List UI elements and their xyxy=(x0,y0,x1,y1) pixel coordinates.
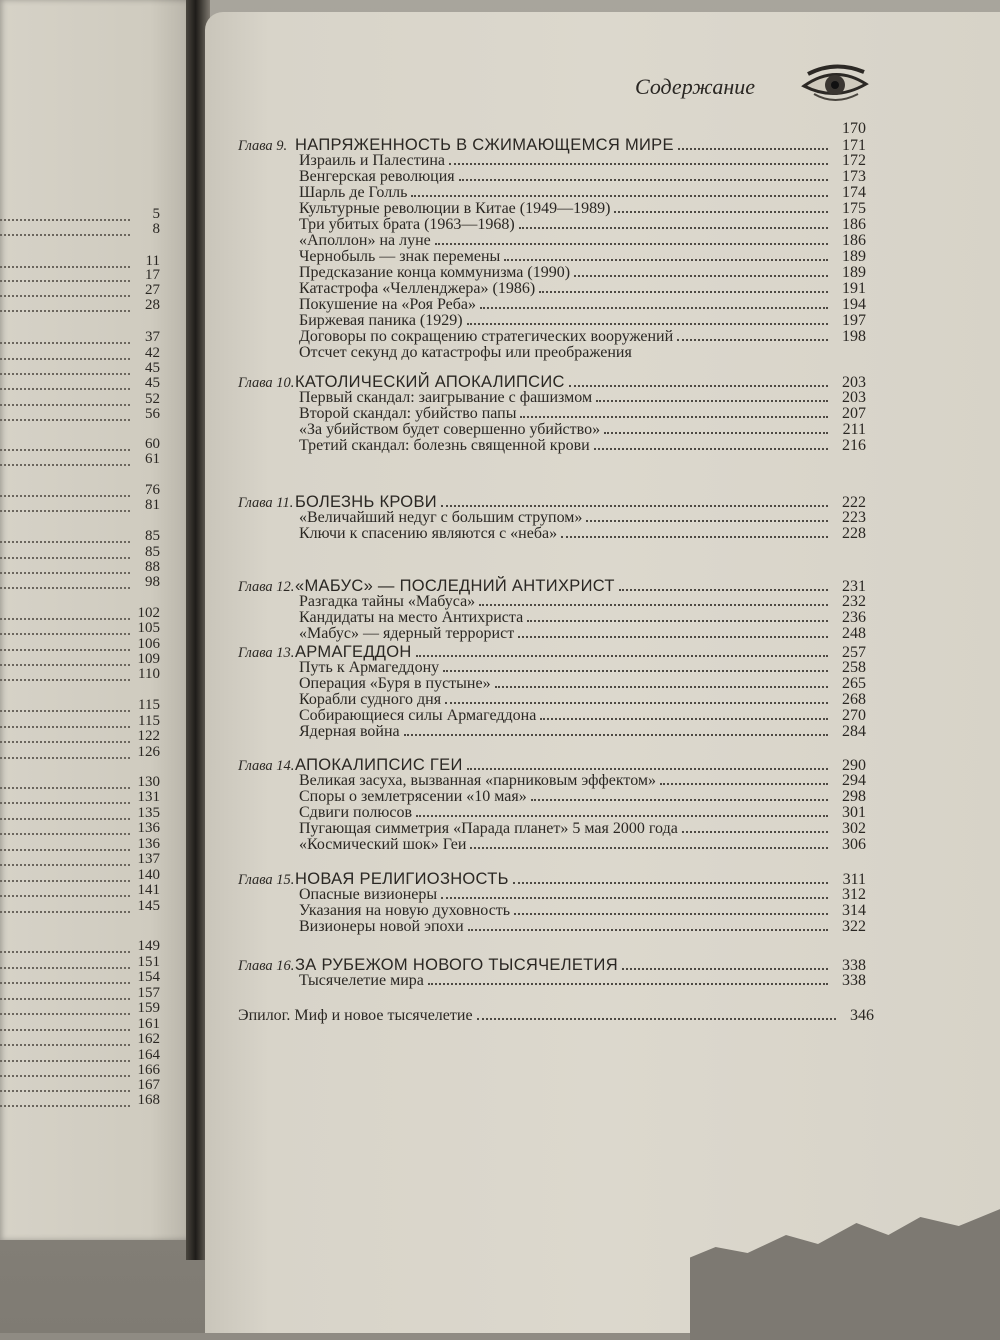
toc-entry-row xyxy=(238,344,866,362)
entry-title: Ключи к спасению являются с «неба» xyxy=(299,525,558,542)
page-number: 172 xyxy=(842,152,866,169)
entry-title: Великая засуха, вызванная «парниковым эффектом» xyxy=(299,772,657,789)
left-page-number: 115 xyxy=(138,697,160,713)
left-page-number: 166 xyxy=(137,1062,160,1078)
dot-leader xyxy=(477,1017,836,1020)
page-number: 223 xyxy=(842,509,866,526)
left-page-number: 135 xyxy=(137,805,160,821)
entry-title: Сдвиги полюсов xyxy=(299,804,412,821)
left-page-number: 8 xyxy=(152,221,160,237)
page-number: 211 xyxy=(842,421,866,438)
page-number: 294 xyxy=(842,772,866,789)
entry-title: Венгерская революция xyxy=(299,168,455,185)
page-number: 284 xyxy=(842,723,866,740)
chapter-number: Глава 11. xyxy=(238,495,294,511)
dot-leader xyxy=(470,846,828,849)
entry-title: «Аполлон» на луне xyxy=(299,232,431,249)
toc-entry-row xyxy=(238,437,866,455)
page-number: 203 xyxy=(842,374,866,391)
entry-title: АРМАГЕДДОН xyxy=(295,643,412,661)
page-number: 186 xyxy=(842,216,866,233)
left-page-number: 81 xyxy=(145,497,160,513)
page-number: 322 xyxy=(842,918,866,935)
toc-entry-row xyxy=(238,525,866,543)
dot-leader xyxy=(622,967,828,970)
left-page-number: 5 xyxy=(152,206,160,222)
left-page-number: 161 xyxy=(137,1016,160,1032)
left-page-number: 88 xyxy=(145,559,160,575)
page-number: 314 xyxy=(842,902,866,919)
left-page-number: 105 xyxy=(137,620,160,636)
dot-leader xyxy=(678,147,828,150)
left-page-number: 52 xyxy=(145,391,160,407)
entry-title: «Космический шок» Геи xyxy=(299,836,467,853)
left-page-number: 27 xyxy=(145,282,160,298)
entry-title: «За убийством будет совершенно убийство» xyxy=(299,421,601,438)
toc-entry-row xyxy=(238,723,866,741)
entry-title: НОВАЯ РЕЛИГИОЗНОСТЬ xyxy=(295,870,509,888)
entry-title: НАПРЯЖЕННОСТЬ В СЖИМАЮЩЕМСЯ МИРЕ xyxy=(295,136,674,154)
left-page-number: 140 xyxy=(137,867,160,883)
left-page-number: 154 xyxy=(137,969,160,985)
eye-icon xyxy=(800,62,870,106)
page-number: 197 xyxy=(842,312,866,329)
page-number: 191 xyxy=(842,280,866,297)
page-number: 302 xyxy=(842,820,866,837)
dot-leader xyxy=(441,896,828,899)
dot-leader xyxy=(504,258,828,261)
entry-title: Эпилог. Миф и новое тысячелетие xyxy=(238,1007,473,1024)
dot-leader xyxy=(449,162,828,165)
page-number: 290 xyxy=(842,757,866,774)
page-number: 270 xyxy=(842,707,866,724)
page-number: 189 xyxy=(842,248,866,265)
page-number: 268 xyxy=(842,691,866,708)
entry-title: «Мабус» — ядерный террорист xyxy=(299,625,515,642)
dot-leader xyxy=(527,619,828,622)
page-number: 338 xyxy=(842,957,866,974)
left-page-number: 109 xyxy=(137,651,160,667)
left-page-number: 157 xyxy=(137,985,160,1001)
chapter-number: Глава 10. xyxy=(238,375,295,391)
left-page-number: 61 xyxy=(145,451,160,467)
entry-title: Предсказание конца коммунизма (1990) xyxy=(299,264,571,281)
page-number: 198 xyxy=(842,328,866,345)
left-page-number: 159 xyxy=(137,1000,160,1016)
entry-title: Шарль де Голль xyxy=(299,184,408,201)
page-number: 231 xyxy=(842,578,866,595)
entry-title: Визионеры новой эпохи xyxy=(299,918,464,935)
dot-leader xyxy=(619,588,828,591)
dot-leader xyxy=(435,242,828,245)
chapter-number: Глава 12. xyxy=(238,579,295,595)
page-number: 186 xyxy=(842,232,866,249)
page-number: 171 xyxy=(842,137,866,154)
entry-title: Споры о землетрясении «10 мая» xyxy=(299,788,527,805)
chapter-number: Глава 16. xyxy=(238,958,295,974)
toc-entry-row xyxy=(238,1007,874,1025)
page-number: 173 xyxy=(842,168,866,185)
entry-title: Опасные визионеры xyxy=(299,886,438,903)
entry-title: Тысячелетие мира xyxy=(299,972,424,989)
entry-title: Пугающая симметрия «Парада планет» 5 мая 2000 года xyxy=(299,820,678,837)
dot-leader xyxy=(561,535,828,538)
entry-title: Культурные революции в Китае (1949—1989) xyxy=(299,200,611,217)
left-page-number: 37 xyxy=(145,329,160,345)
page-number: 174 xyxy=(842,184,866,201)
dot-leader xyxy=(519,226,828,229)
dot-leader xyxy=(596,399,828,402)
entry-title: Разгадка тайны «Мабуса» xyxy=(299,593,476,610)
toc-entry-row xyxy=(238,625,866,643)
entry-title: Договоры по сокращению стратегических вооружений xyxy=(299,328,674,345)
entry-title: АПОКАЛИПСИС ГЕИ xyxy=(295,756,463,774)
page-number: 175 xyxy=(842,200,866,217)
left-page-number: 130 xyxy=(137,774,160,790)
entry-title: Первый скандал: заигрывание с фашизмом xyxy=(299,389,593,406)
page-number: 338 xyxy=(842,972,866,989)
left-page-number: 167 xyxy=(137,1077,160,1093)
entry-title: Указания на новую духовность xyxy=(299,902,511,919)
page-number: 298 xyxy=(842,788,866,805)
dot-leader xyxy=(531,798,828,801)
left-page-number: 131 xyxy=(137,789,160,805)
page-number: 232 xyxy=(842,593,866,610)
dot-leader xyxy=(441,504,828,507)
dot-leader xyxy=(614,210,828,213)
left-page-number: 136 xyxy=(137,836,160,852)
dot-leader xyxy=(594,447,828,450)
left-page-number: 42 xyxy=(145,345,160,361)
page-number: 306 xyxy=(842,836,866,853)
page-header-title: Содержание xyxy=(635,74,756,99)
page-number: 311 xyxy=(842,871,866,888)
entry-title: Три убитых брата (1963—1968) xyxy=(299,216,515,233)
dot-leader xyxy=(514,912,828,915)
page-number: 346 xyxy=(850,1007,874,1024)
page-number: 312 xyxy=(842,886,866,903)
entry-title: Собирающиеся силы Армагеддона xyxy=(299,707,537,724)
dot-leader xyxy=(682,830,828,833)
chapter-number: Глава 9. xyxy=(238,138,288,154)
entry-title: Второй скандал: убийство папы xyxy=(299,405,517,422)
left-page-number: 168 xyxy=(137,1092,160,1108)
dot-leader xyxy=(574,274,828,277)
dot-leader xyxy=(467,767,828,770)
page-number: 301 xyxy=(842,804,866,821)
dot-leader xyxy=(539,290,828,293)
left-page-number: 76 xyxy=(145,482,160,498)
page-number: 228 xyxy=(842,525,866,542)
dot-leader xyxy=(428,982,828,985)
left-page-number: 56 xyxy=(145,406,160,422)
left-page-number: 149 xyxy=(137,938,160,954)
left-page-number: 28 xyxy=(145,297,160,313)
dot-leader xyxy=(411,194,828,197)
entry-title: Третий скандал: болезнь священной крови xyxy=(299,437,590,454)
entry-title: БОЛЕЗНЬ КРОВИ xyxy=(295,493,437,511)
entry-title: Кандидаты на место Антихриста xyxy=(299,609,524,626)
chapter-number: Глава 13. xyxy=(238,645,295,661)
page-number: 258 xyxy=(842,659,866,676)
left-page-number: 106 xyxy=(137,636,160,652)
left-page-number: 141 xyxy=(137,882,160,898)
left-page-number: 145 xyxy=(137,898,160,914)
entry-title: Катастрофа «Челленджера» (1986) xyxy=(299,280,536,297)
left-page-number: 60 xyxy=(145,436,160,452)
entry-title: Отсчет секунд до катастрофы или преображения xyxy=(299,344,632,361)
entry-title: Операция «Буря в пустыне» xyxy=(299,675,491,692)
toc-entry-row xyxy=(238,972,866,990)
dot-leader xyxy=(443,669,828,672)
entry-title: Путь к Армагеддону xyxy=(299,659,440,676)
left-page-number: 137 xyxy=(137,851,160,867)
left-page xyxy=(0,0,188,1240)
dot-leader xyxy=(660,782,828,785)
entry-title: Покушение на «Роя Реба» xyxy=(299,296,476,313)
dot-leader xyxy=(677,338,828,341)
toc-entry-row xyxy=(238,918,866,936)
left-page-number: 17 xyxy=(145,267,160,283)
dot-leader xyxy=(586,519,828,522)
left-page-number: 45 xyxy=(145,375,160,391)
left-page-number: 164 xyxy=(137,1047,160,1063)
entry-title: Ядерная война xyxy=(299,723,400,740)
page-number: 207 xyxy=(842,405,866,422)
left-page-number: 115 xyxy=(138,713,160,729)
chapter-number: Глава 14. xyxy=(238,758,295,774)
dot-leader xyxy=(416,814,828,817)
dot-leader xyxy=(480,306,828,309)
dot-leader xyxy=(404,733,828,736)
dot-leader xyxy=(604,431,828,434)
page-number: 222 xyxy=(842,494,866,511)
page-number: 236 xyxy=(842,609,866,626)
dot-leader xyxy=(445,701,828,704)
left-page-number: 98 xyxy=(145,574,160,590)
dot-leader xyxy=(495,685,828,688)
dot-leader xyxy=(540,717,828,720)
page-number: 248 xyxy=(842,625,866,642)
left-page-number: 85 xyxy=(145,544,160,560)
page-number: 189 xyxy=(842,264,866,281)
entry-title: Чернобыль — знак перемены xyxy=(299,248,501,265)
dot-leader xyxy=(467,322,828,325)
page-number: 194 xyxy=(842,296,866,313)
left-page-number: 122 xyxy=(137,728,160,744)
left-page-number: 110 xyxy=(138,666,160,682)
left-page-number: 162 xyxy=(137,1031,160,1047)
dot-leader xyxy=(569,384,828,387)
left-page-number: 45 xyxy=(145,360,160,376)
entry-title: Корабли судного дня xyxy=(299,691,442,708)
entry-title: ЗА РУБЕЖОМ НОВОГО ТЫСЯЧЕЛЕТИЯ xyxy=(295,956,618,974)
dot-leader xyxy=(479,603,828,606)
entry-title: «МАБУС» — ПОСЛЕДНИЙ АНТИХРИСТ xyxy=(295,577,615,595)
dot-leader xyxy=(468,928,828,931)
left-page-number: 11 xyxy=(145,253,160,269)
page-number: 170 xyxy=(842,120,866,137)
entry-title: Биржевая паника (1929) xyxy=(299,312,463,329)
dot-leader xyxy=(518,635,828,638)
page-number: 265 xyxy=(842,675,866,692)
toc-entry-row xyxy=(238,836,866,854)
chapter-number: Глава 15. xyxy=(238,872,295,888)
dot-leader xyxy=(513,881,828,884)
dot-leader xyxy=(459,178,828,181)
page-number: 216 xyxy=(842,437,866,454)
left-page-number: 136 xyxy=(137,820,160,836)
entry-title: «Величайший недуг с большим струпом» xyxy=(299,509,583,526)
page-number: 203 xyxy=(842,389,866,406)
left-page-number: 151 xyxy=(137,954,160,970)
left-page-number: 126 xyxy=(137,744,160,760)
page-number: 257 xyxy=(842,644,866,661)
dot-leader xyxy=(416,654,828,657)
left-page-number: 102 xyxy=(137,605,160,621)
dot-leader xyxy=(520,415,828,418)
entry-title: Израиль и Палестина xyxy=(299,152,445,169)
left-page-number: 85 xyxy=(145,528,160,544)
entry-title: КАТОЛИЧЕСКИЙ АПОКАЛИПСИС xyxy=(295,373,565,391)
